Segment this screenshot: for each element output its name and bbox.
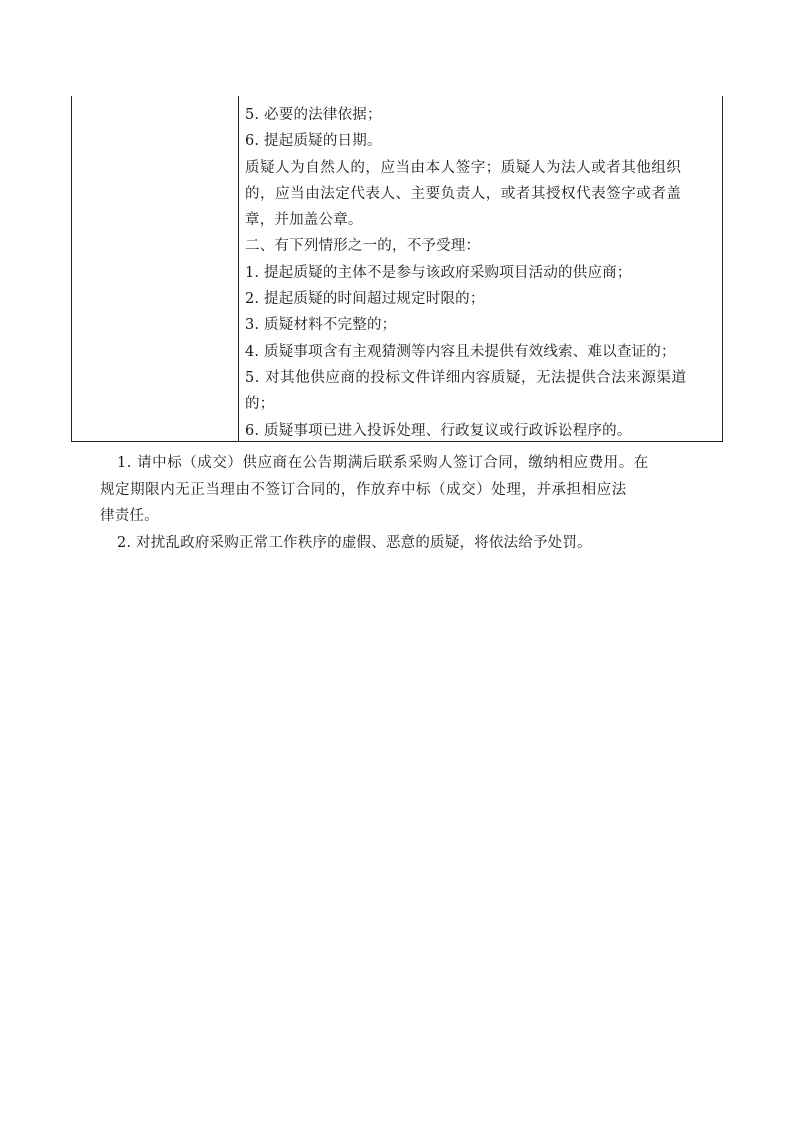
rule-line: 6. 提起质疑的日期。	[245, 133, 382, 150]
rule-line: 5. 必要的法律依据；	[245, 107, 382, 123]
rule-line: 2. 提起质疑的时间超过规定时限的；	[245, 291, 485, 308]
questioning-rules-table	[71, 96, 723, 442]
rule-line: 章，并加盖公章。	[245, 212, 363, 229]
note-line: 1. 请中标（成交）供应商在公告期满后联系采购人签订合同，缴纳相应费用。在	[117, 455, 649, 471]
rule-line: 5. 对其他供应商的投标文件详细内容质疑，无法提供合法来源渠道	[245, 369, 687, 386]
notes-section	[100, 450, 737, 556]
note-line: 律责任。	[100, 508, 159, 524]
rule-line: 二、有下列情形之一的，不予受理：	[245, 238, 481, 255]
table-right-cell	[239, 96, 722, 441]
rule-line: 3. 质疑材料不完整的；	[245, 317, 397, 334]
rule-line: 的，应当由法定代表人、主要负责人，或者其授权代表签字或者盖	[245, 185, 682, 202]
note-line: 2. 对扰乱政府采购正常工作秩序的虚假、恶意的质疑，将依法给予处罚。	[117, 534, 592, 551]
rule-line: 的；	[245, 396, 275, 413]
rule-line: 6. 质疑事项已进入投诉处理、行政复议或行政诉讼程序的。	[245, 422, 632, 439]
note-line: 规定期限内无正当理由不签订合同的，作放弃中标（成交）处理，并承担相应法	[100, 481, 627, 498]
table-left-cell	[72, 96, 239, 441]
rule-line: 1. 提起质疑的主体不是参与该政府采购项目活动的供应商；	[245, 264, 632, 281]
rule-line: 质疑人为自然人的，应当由本人签字；质疑人为法人或者其他组织	[245, 159, 682, 176]
rule-line: 4. 质疑事项含有主观猜测等内容且未提供有效线索、难以查证的；	[245, 343, 676, 360]
